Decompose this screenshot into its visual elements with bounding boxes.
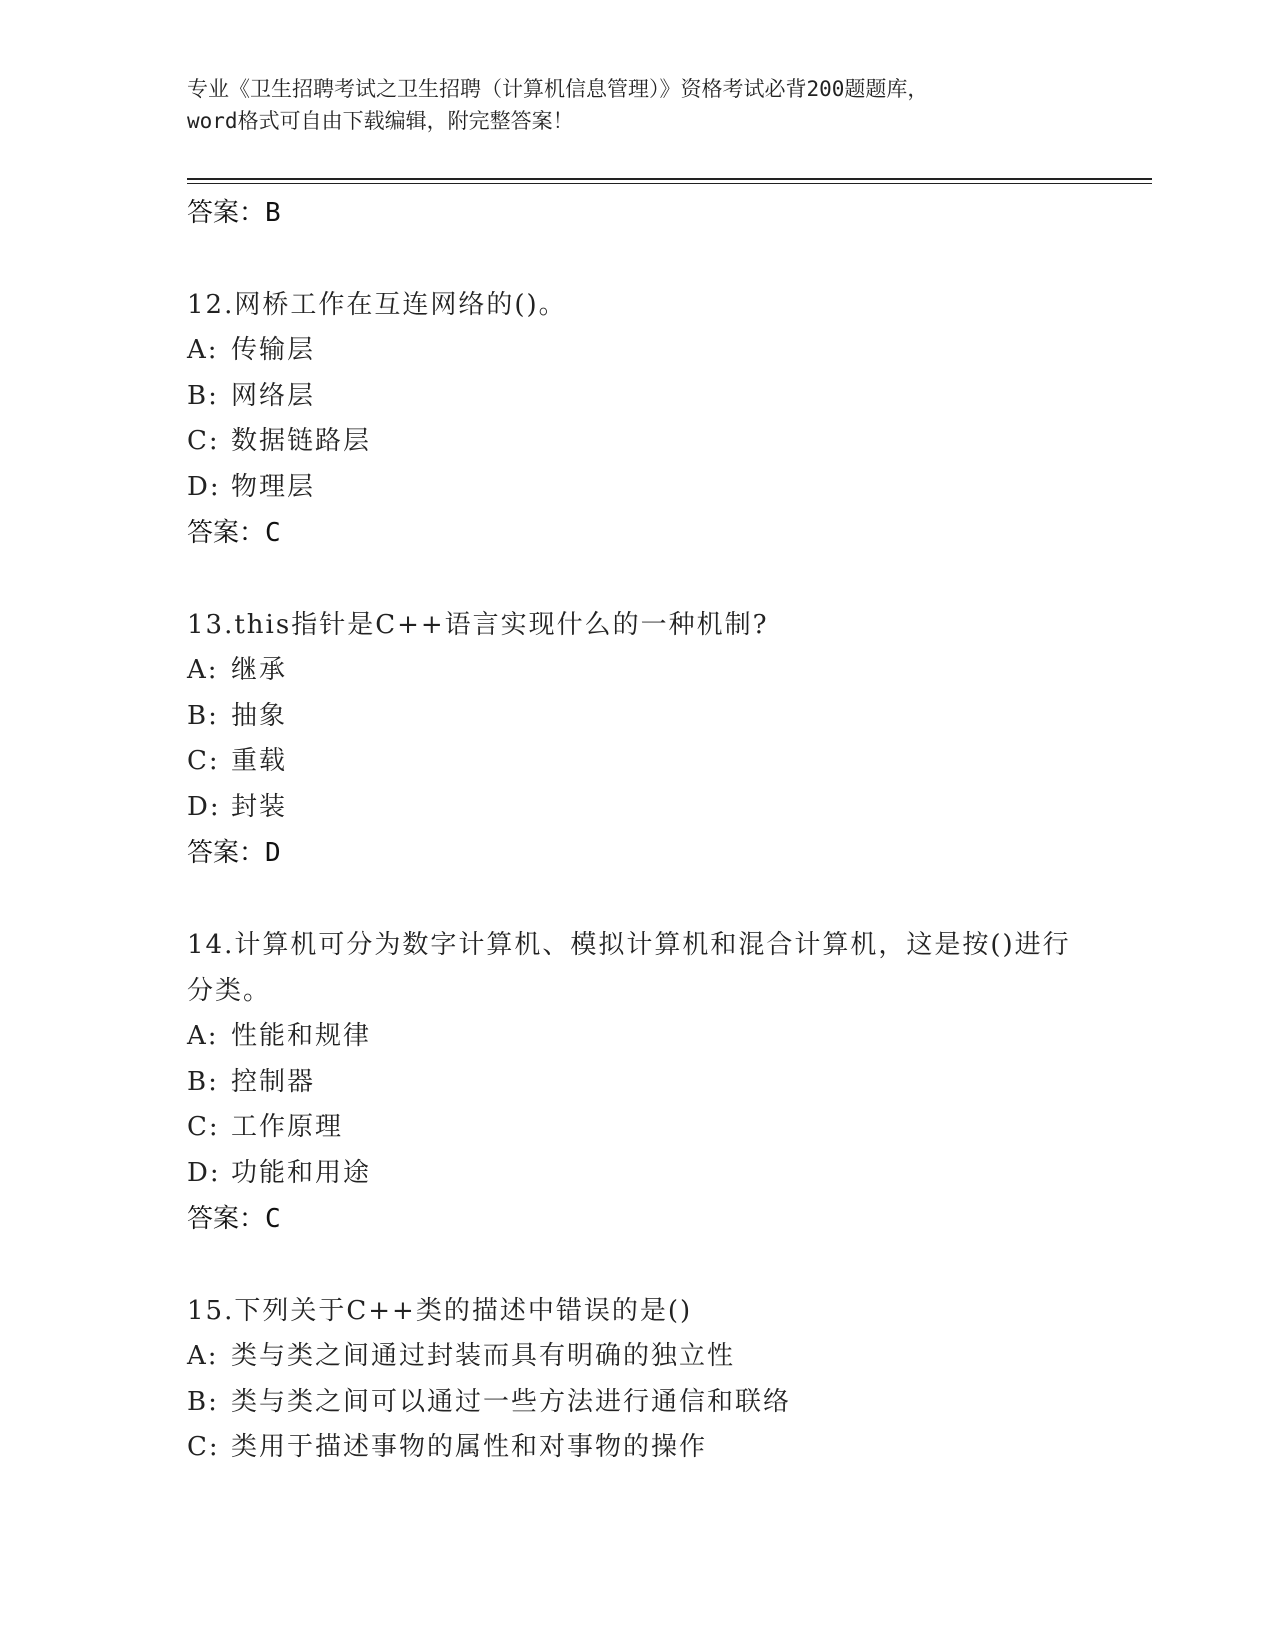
question-item: [187, 282, 1087, 556]
answer-line: 答案：C: [187, 1204, 281, 1234]
question-text: 12.网桥工作在互连网络的()。: [187, 290, 567, 320]
option-text: 工作原理: [231, 1112, 344, 1142]
question-item: [187, 1288, 1087, 1471]
spacer: [187, 556, 1087, 602]
option-b: [187, 1060, 1087, 1106]
option-a: [187, 1014, 1087, 1060]
option-a: [187, 328, 1087, 374]
option-a: [187, 1334, 1087, 1380]
header-divider-thick: [187, 178, 1152, 180]
option-key: A:: [187, 1021, 219, 1051]
option-key: B:: [187, 700, 219, 731]
option-c: [187, 739, 1087, 785]
option-key: D:: [187, 791, 221, 822]
option-text: 物理层: [231, 471, 316, 502]
option-c: [187, 1425, 1087, 1471]
option-text: 重载: [231, 746, 288, 776]
option-text: 封装: [231, 791, 288, 822]
option-text: 抽象: [231, 700, 288, 731]
option-key: C:: [187, 426, 220, 456]
option-d: [187, 465, 1087, 511]
option-text: 类与类之间通过封装而具有明确的独立性: [231, 1341, 736, 1371]
option-text: 控制器: [231, 1066, 316, 1097]
option-text: 性能和规律: [231, 1021, 372, 1051]
option-d: [187, 1151, 1087, 1197]
option-key: B:: [187, 1066, 219, 1097]
option-text: 网络层: [231, 380, 316, 411]
document-header: [187, 73, 1087, 137]
option-d: [187, 785, 1087, 831]
question-item: [187, 922, 1087, 1242]
option-key: B:: [187, 380, 219, 411]
question-item: [187, 602, 1087, 876]
answer-line: 答案：C: [187, 518, 281, 548]
header-line-2: word格式可自由下载编辑，附完整答案！: [187, 109, 574, 133]
question-text: 14.计算机可分为数字计算机、模拟计算机和混合计算机，这是按()进行分类。: [187, 930, 1071, 1006]
option-key: C:: [187, 746, 220, 776]
answer-line: 答案：D: [187, 838, 281, 868]
answer-line: 答案：B: [187, 198, 281, 228]
option-key: B:: [187, 1386, 219, 1417]
spacer: [187, 236, 1087, 282]
option-text: 数据链路层: [231, 426, 372, 456]
option-c: [187, 419, 1087, 465]
option-c: [187, 1105, 1087, 1151]
option-text: 类用于描述事物的属性和对事物的操作: [231, 1432, 708, 1462]
option-a: [187, 648, 1087, 694]
header-line-1: 专业《卫生招聘考试之卫生招聘（计算机信息管理）》资格考试必背200题题库，: [187, 77, 929, 101]
option-key: C:: [187, 1432, 220, 1462]
option-key: A:: [187, 1341, 219, 1371]
option-text: 继承: [231, 655, 288, 685]
option-text: 传输层: [231, 335, 316, 365]
spacer: [187, 876, 1087, 922]
option-key: D:: [187, 471, 221, 502]
option-b: [187, 1380, 1087, 1426]
option-text: 功能和用途: [231, 1157, 372, 1188]
header-divider-thin: [187, 183, 1152, 184]
option-b: [187, 374, 1087, 420]
option-b: [187, 694, 1087, 740]
option-key: C:: [187, 1112, 220, 1142]
spacer: [187, 1242, 1087, 1288]
question-text: 15.下列关于C++类的描述中错误的是(): [187, 1296, 693, 1326]
question-text: 13.this指针是C++语言实现什么的一种机制?: [187, 610, 769, 640]
option-text: 类与类之间可以通过一些方法进行通信和联络: [231, 1386, 792, 1417]
option-key: A:: [187, 655, 219, 685]
option-key: D:: [187, 1157, 221, 1188]
option-key: A:: [187, 335, 219, 365]
question-list: [187, 190, 1087, 1471]
